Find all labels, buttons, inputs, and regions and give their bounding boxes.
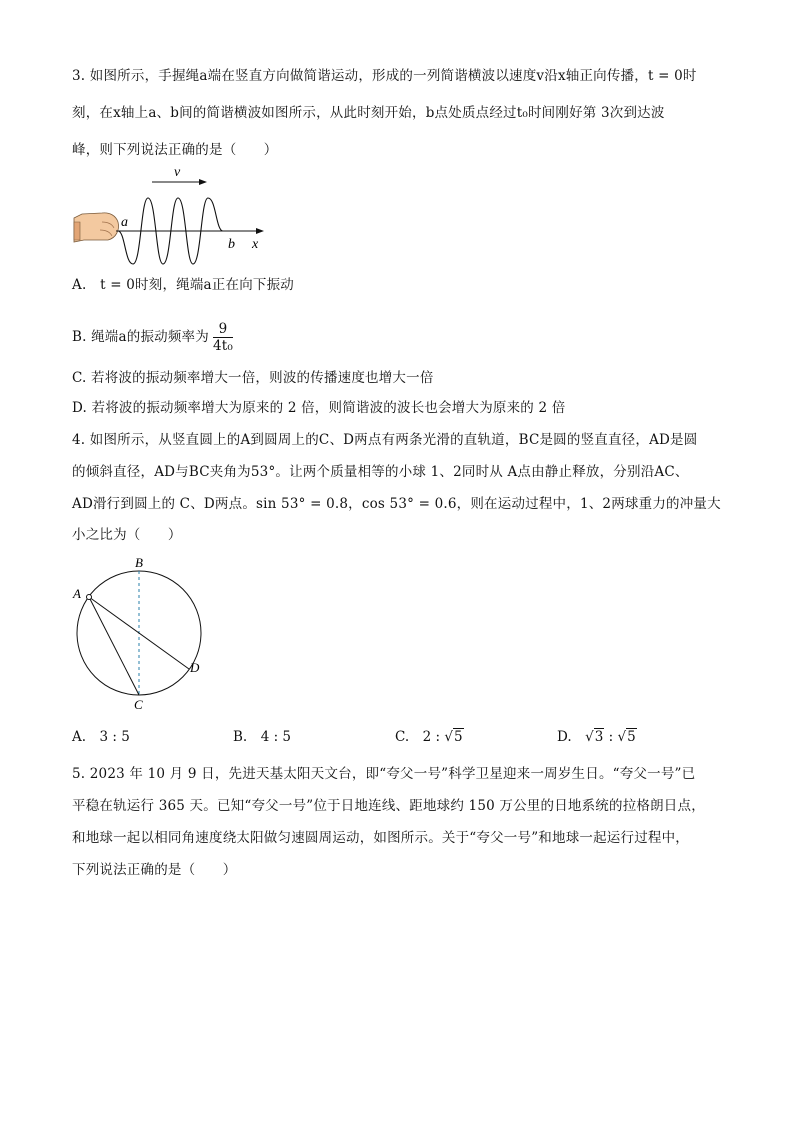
q4-option-c-sqrt: √5 — [444, 729, 463, 745]
q5-stem-line-1: 5. 2023 年 10 月 9 日，先进天基太阳天文台，即“夸父一号”科学卫星迎来一周岁生日。“夸父一号”已 — [72, 766, 696, 782]
q3-option-b-denominator: 4t₀ — [212, 338, 233, 354]
q4-label-b: B — [135, 555, 143, 570]
q4-option-d-separator: : — [604, 729, 618, 745]
q3-velocity-label: v — [174, 165, 181, 180]
q3-axis-x-label: x — [252, 237, 259, 252]
q4-stem-line-2: 的倾斜直径，AD与BC夹角为53°。让两个质量相等的小球 1、2同时从 A点由静止释放，分别沿AC、 — [72, 464, 689, 480]
q3-option-a: A. t = 0时刻，绳端a正在向下振动 — [72, 277, 294, 293]
q4-label-c: C — [134, 697, 143, 712]
q4-stem-line-1: 4. 如图所示，从竖直圆上的A到圆周上的C、D两点有两条光滑的直轨道，BC是圆的竖直直径，AD是圆 — [72, 432, 698, 448]
q4-option-c-radicand: 5 — [453, 729, 463, 745]
q4-option-d-sqrt-1: √3 — [585, 729, 604, 745]
q3-stem-line-1: 3. 如图所示，手握绳a端在竖直方向做简谐运动，形成的一列简谐横波以速度v沿x轴正向传播，t = 0时 — [72, 68, 697, 84]
q4-stem-line-4: 小之比为（ ） — [72, 527, 182, 543]
q3-wave-figure — [72, 160, 272, 268]
q4-label-a: A — [73, 586, 81, 601]
q5-stem-line-2: 平稳在轨运行 365 天。已知“夸父一号”位于日地连线、距地球约 150 万公里的日地系统的拉格朗日点， — [72, 798, 705, 814]
q4-option-c-text: C. 2 : — [395, 729, 445, 745]
q3-point-b-label: b — [228, 237, 235, 252]
q5-stem-line-4: 下列说法正确的是（ ） — [72, 862, 237, 878]
q3-option-b-fraction — [213, 321, 233, 354]
q3-option-c: C. 若将波的振动频率增大一倍，则波的传播速度也增大一倍 — [72, 370, 434, 386]
q4-option-d-radicand-1: 3 — [594, 729, 604, 745]
q4-label-d: D — [190, 660, 200, 675]
q4-option-d — [557, 727, 637, 747]
q3-option-b-numerator: 9 — [213, 321, 233, 338]
q4-option-d-sqrt-2: √5 — [617, 729, 636, 745]
q3-option-b-text: B. 绳端a的振动频率为 — [72, 329, 209, 345]
q3-option-b — [72, 321, 233, 354]
q3-point-a-label: a — [121, 215, 128, 230]
q5-stem-line-3: 和地球一起以相同角速度绕太阳做匀速圆周运动，如图所示。关于“夸父一号”和地球一起运行过程中， — [72, 830, 690, 846]
q3-stem-line-2: 刻，在x轴上a、b间的简谐横波如图所示，从此时刻开始，b点处质点经过t₀时间刚好第 3次到达波 — [72, 105, 665, 121]
q4-option-c — [395, 727, 464, 747]
q3-stem-line-3: 峰，则下列说法正确的是（ ） — [72, 142, 278, 158]
q4-stem-line-3: AD滑行到圆上的 C、D两点。sin 53° = 0.8，cos 53° = 0.6，则在运动过程中，1、2两球重力的冲量大 — [72, 496, 721, 512]
q4-option-d-text: D. — [557, 729, 586, 745]
q4-circle-figure — [66, 555, 216, 713]
q4-option-b: B. 4 : 5 — [233, 729, 292, 745]
q4-option-a: A. 3 : 5 — [72, 729, 130, 745]
q3-option-d: D. 若将波的振动频率增大为原来的 2 倍，则简谐波的波长也会增大为原来的 2 倍 — [72, 400, 566, 416]
q4-option-d-radicand-2: 5 — [627, 729, 636, 745]
hand-icon — [74, 213, 119, 242]
